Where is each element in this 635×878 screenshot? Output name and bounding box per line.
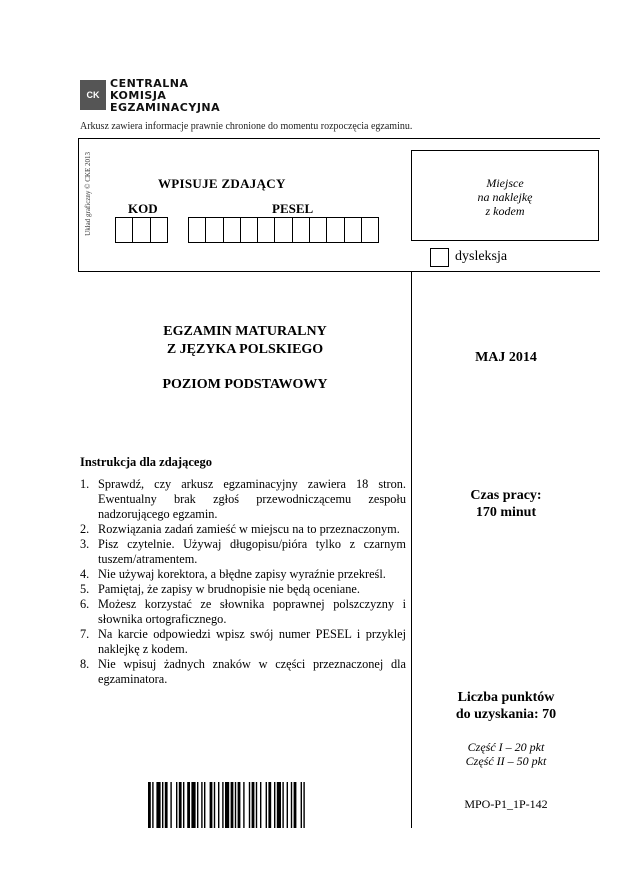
- logo-line-1: CENTRALNA: [110, 77, 189, 90]
- pesel-boxes[interactable]: [189, 217, 379, 243]
- instruction-item: [80, 597, 406, 627]
- kod-box[interactable]: [150, 217, 168, 243]
- barcode-bar: [183, 782, 184, 828]
- exam-title-line-2: Z JĘZYKA POLSKIEGO: [166, 342, 324, 357]
- instruction-item: [80, 537, 406, 567]
- instruction-text: Nie używaj korektora, a błędne zapisy wyraźnie przekreśl.: [98, 567, 386, 581]
- instruction-number: 3.: [80, 537, 90, 551]
- top-divider: [78, 138, 600, 139]
- copyright-side-text: Układ graficzny © CKE 2013: [84, 152, 92, 236]
- exam-level: POZIOM PODSTAWOWY: [162, 377, 328, 392]
- points-info: [412, 689, 600, 723]
- barcode-bar: [268, 782, 271, 828]
- pesel-label: PESEL: [272, 201, 314, 216]
- cke-logo-text: [110, 78, 220, 114]
- instruction-text: Na karcie odpowiedzi wpisz swój numer PESEL i przyklej naklejkę z kodem.: [98, 627, 406, 656]
- pesel-box[interactable]: [292, 217, 310, 243]
- barcode-bar: [287, 782, 288, 828]
- barcode-bar: [148, 782, 151, 828]
- sticker-placeholder: [411, 150, 599, 241]
- pesel-box[interactable]: [274, 217, 292, 243]
- instruction-number: 6.: [80, 597, 90, 611]
- barcode-bar: [225, 782, 229, 828]
- instruction-number: 4.: [80, 567, 90, 581]
- instruction-text: Nie wpisuj żadnych znaków w części przeznaczonej dla egzaminatora.: [98, 657, 406, 686]
- kod-label: KOD: [128, 201, 158, 216]
- kod-box[interactable]: [132, 217, 150, 243]
- logo-line-2: KOMISJA: [110, 89, 167, 102]
- barcode-bar: [294, 782, 297, 828]
- barcode-bar: [249, 782, 250, 828]
- barcode-bar: [165, 782, 168, 828]
- barcode-bar: [187, 782, 190, 828]
- instruction-number: 7.: [80, 627, 90, 641]
- instruction-text: Sprawdź, czy arkusz egzaminacyjny zawiera 18 stron. Ewentualny brak zgłoś przewodniczącemu zespołu nadzorującego egzamin.: [98, 477, 406, 521]
- pesel-box[interactable]: [240, 217, 258, 243]
- instruction-text: Pisz czytelnie. Używaj długopisu/pióra tylko z czarnym tuszem/atramentem.: [98, 537, 406, 566]
- barcode-bar: [231, 782, 234, 828]
- student-fill-heading: WPISUJE ZDAJĄCY: [158, 176, 286, 191]
- instruction-number: 1.: [80, 477, 90, 491]
- logo-line-3: EGZAMINACYJNA: [110, 101, 221, 114]
- time-info: [412, 487, 600, 521]
- barcode-bar: [162, 782, 163, 828]
- middle-divider: [78, 271, 600, 272]
- instruction-item: [80, 627, 406, 657]
- barcode-bar: [243, 782, 244, 828]
- barcode-bar: [235, 782, 236, 828]
- time-value: 170 minut: [475, 505, 537, 520]
- barcode-bar: [191, 782, 195, 828]
- instruction-text: Pamiętaj, że zapisy w brudnopisie nie będą oceniane.: [98, 582, 360, 596]
- barcode-bar: [301, 782, 302, 828]
- part-1-points: Część I – 20 pkt: [467, 740, 545, 754]
- pesel-box[interactable]: [188, 217, 206, 243]
- sticker-line-3: z kodem: [485, 204, 525, 218]
- kod-boxes[interactable]: [116, 217, 168, 243]
- kod-box[interactable]: [115, 217, 133, 243]
- instruction-item: [80, 522, 406, 537]
- barcode-bar: [277, 782, 281, 828]
- barcode-bar: [260, 782, 261, 828]
- pesel-box[interactable]: [326, 217, 344, 243]
- barcode-bar: [218, 782, 219, 828]
- confidentiality-notice: Arkusz zawiera informacje prawnie chronione do momentu rozpoczęcia egzaminu.: [80, 121, 413, 132]
- barcode-bar: [210, 782, 213, 828]
- pesel-box[interactable]: [205, 217, 223, 243]
- instruction-item: [80, 477, 406, 522]
- pesel-box[interactable]: [223, 217, 241, 243]
- barcode-bar: [204, 782, 205, 828]
- barcode-bar: [252, 782, 255, 828]
- barcode-bar: [303, 782, 304, 828]
- instruction-item: [80, 657, 406, 687]
- instruction-number: 5.: [80, 582, 90, 596]
- barcode-bar: [197, 782, 198, 828]
- exam-code: MPO-P1_1P-142: [464, 797, 548, 811]
- sticker-line-1: Miejsce: [486, 176, 524, 190]
- barcode-bar: [256, 782, 257, 828]
- points-breakdown: [412, 740, 600, 768]
- barcode-bar: [201, 782, 202, 828]
- instruction-text: Rozwiązania zadań zamieść w miejscu na to przeznaczonym.: [98, 522, 400, 536]
- barcode-bar: [176, 782, 177, 828]
- instruction-number: 8.: [80, 657, 90, 671]
- instruction-text: Możesz korzystać ze słownika poprawnej polszczyzny i słownika ortograficznego.: [98, 597, 406, 626]
- instruction-item: [80, 582, 406, 597]
- barcode-bar: [291, 782, 292, 828]
- pesel-box[interactable]: [257, 217, 275, 243]
- points-label: Liczba punktów: [457, 690, 555, 705]
- barcode-bar: [238, 782, 241, 828]
- exam-title-line-1: EGZAMIN MATURALNY: [163, 324, 327, 339]
- dyslexia-label: dysleksja: [455, 249, 508, 264]
- pesel-box[interactable]: [309, 217, 327, 243]
- barcode-bar: [266, 782, 267, 828]
- barcode-bar: [274, 782, 275, 828]
- pesel-box[interactable]: [361, 217, 379, 243]
- points-value: do uzyskania: 70: [455, 707, 557, 722]
- instruction-number: 2.: [80, 522, 90, 536]
- instructions-heading: Instrukcja dla zdającego: [80, 455, 212, 469]
- barcode-bar: [152, 782, 153, 828]
- part-2-points: Część II – 50 pkt: [465, 754, 547, 768]
- sticker-line-2: na naklejkę: [477, 190, 533, 204]
- barcode-bar: [170, 782, 171, 828]
- barcode-bar: [214, 782, 215, 828]
- instructions-list: [80, 477, 406, 687]
- dyslexia-checkbox[interactable]: [430, 248, 449, 267]
- barcode-bar: [179, 782, 182, 828]
- exam-date: MAJ 2014: [475, 350, 537, 365]
- barcode-bar: [222, 782, 223, 828]
- barcode-bar: [156, 782, 160, 828]
- barcode-icon: [148, 782, 361, 828]
- pesel-box[interactable]: [344, 217, 362, 243]
- time-label: Czas pracy:: [470, 488, 542, 503]
- instruction-item: [80, 567, 406, 582]
- cke-logo-icon: CK: [80, 80, 106, 110]
- left-border: [78, 138, 79, 271]
- barcode-bar: [282, 782, 283, 828]
